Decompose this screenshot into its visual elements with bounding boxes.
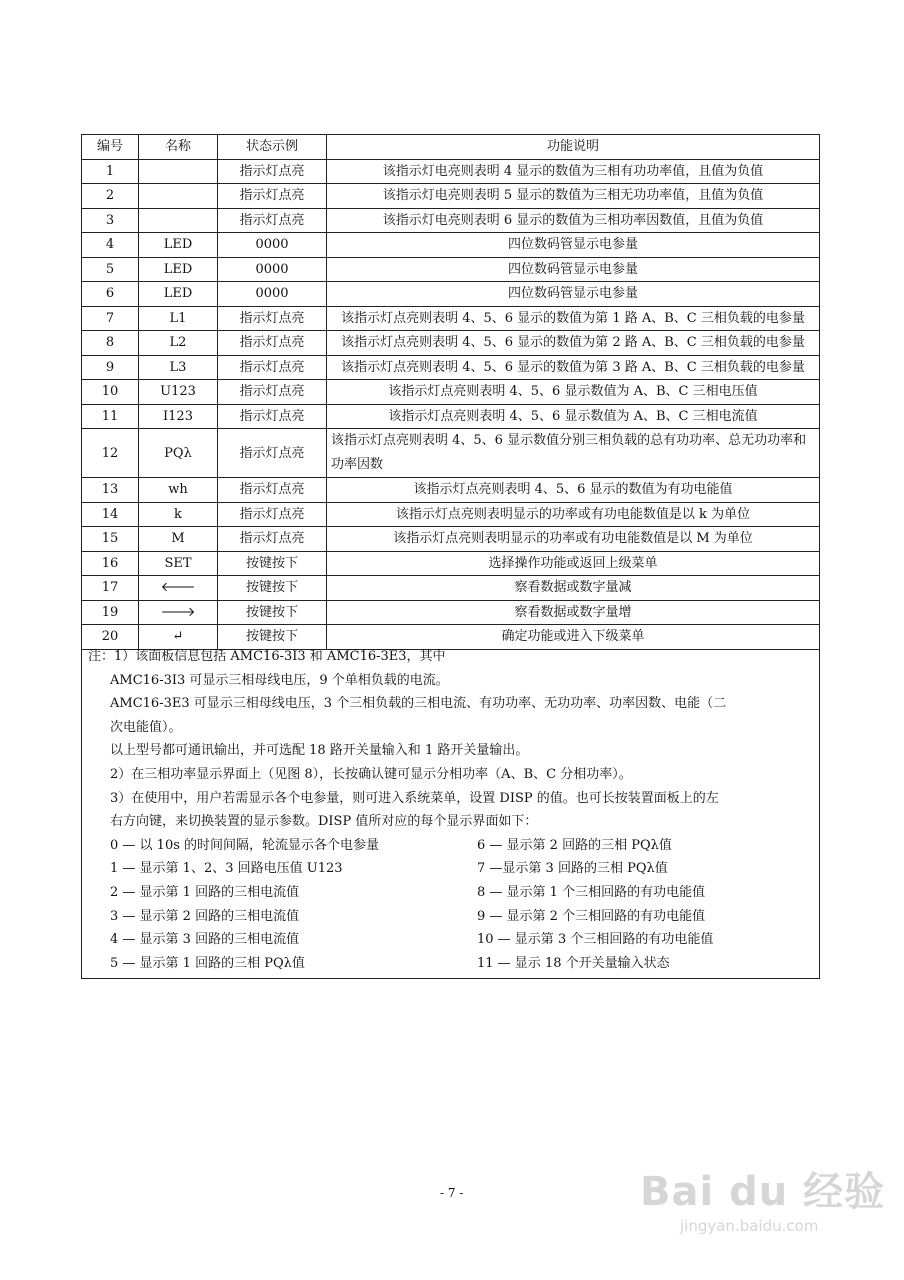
row-name: PQλ [139, 429, 218, 478]
row-number: 12 [82, 429, 139, 478]
disp-item: 4 — 显示第 3 回路的三相电流值 [110, 932, 300, 948]
row-number: 1 [82, 159, 139, 184]
disp-item: 1 — 显示第 1、2、3 回路电压值 U123 [110, 861, 343, 877]
table-row [82, 257, 820, 282]
row-number: 6 [82, 282, 139, 307]
row-status: 指示灯点亮 [218, 404, 327, 429]
disp-item: 9 — 显示第 2 个三相回路的有功电能值 [477, 908, 706, 924]
row-status: 按键按下 [218, 551, 327, 576]
note-line: 2）在三相功率显示界面上（见图 8），长按确认键可显示分相功率（A、B、C 分相功率）。 [110, 767, 632, 782]
header-number: 编号 [82, 135, 139, 160]
row-number: 16 [82, 551, 139, 576]
table-row [82, 600, 820, 625]
table-row [82, 380, 820, 405]
table-row [82, 355, 820, 380]
row-name [139, 208, 218, 233]
row-number: 19 [82, 600, 139, 625]
row-status: 按键按下 [218, 576, 327, 601]
table-row [82, 502, 820, 527]
baidu-watermark-logo: Bai du 经验 jingyan.baidu.com [640, 1169, 886, 1235]
disp-item: 8 — 显示第 1 个三相回路的有功电能值 [477, 885, 706, 900]
disp-item: 6 — 显示第 2 回路的三相 PQλ值 [477, 837, 672, 853]
row-name: I123 [139, 404, 218, 429]
row-status: 按键按下 [218, 625, 327, 650]
note-line: 右方向键，来切换装置的显示参数。DISP 值所对应的每个显示界面如下： [110, 814, 538, 830]
row-name: SET [139, 551, 218, 576]
row-number: 5 [82, 257, 139, 282]
row-number: 7 [82, 306, 139, 331]
row-number: 10 [82, 380, 139, 405]
row-description: 四位数码管显示电参量 [327, 233, 820, 258]
row-description: 察看数据或数字量减 [327, 576, 820, 601]
disp-item: 3 — 显示第 2 回路的三相电流值 [110, 908, 300, 924]
note-line: 3）在使用中，用户若需显示各个电参量，则可进入系统菜单，设置 DISP 的值。也可长按装置面板上的左 [110, 790, 719, 806]
row-number: 2 [82, 184, 139, 209]
table-header-row [82, 135, 820, 160]
header-status: 状态示例 [218, 135, 327, 160]
row-name: wh [139, 478, 218, 503]
table-row [82, 429, 820, 478]
row-description: 该指示灯点亮则表明 4、5、6 显示的数值为第 3 路 A、B、C 三相负载的电参量 [327, 355, 820, 380]
row-description: 该指示灯点亮则表明 4、5、6 显示数值为 A、B、C 三相电压值 [327, 380, 820, 405]
note-line: 以上型号都可通讯输出，并可选配 18 路开关量输入和 1 路开关量输出。 [110, 743, 529, 759]
row-number: 11 [82, 404, 139, 429]
disp-item: 5 — 显示第 1 回路的三相 PQλ值 [110, 955, 305, 971]
row-number: 4 [82, 233, 139, 258]
row-name: L1 [139, 306, 218, 331]
table-row [82, 233, 820, 258]
disp-item: 7 —显示第 3 回路的三相 PQλ值 [477, 861, 668, 877]
table-row [82, 625, 820, 650]
row-status: 指示灯点亮 [218, 331, 327, 356]
note-line: 次电能值）。 [110, 719, 182, 735]
note-line: AMC16-3I3 可显示三相母线电压，9 个单相负载的电流。 [110, 672, 449, 688]
row-number: 14 [82, 502, 139, 527]
row-description: 该指示灯电亮则表明 4 显示的数值为三相有功功率值，且值为负值 [327, 159, 820, 184]
row-status: 指示灯点亮 [218, 208, 327, 233]
disp-item: 11 — 显示 18 个开关量输入状态 [477, 955, 670, 971]
row-description: 该指示灯点亮则表明 4、5、6 显示数值为 A、B、C 三相电流值 [327, 404, 820, 429]
row-name: LED [139, 233, 218, 258]
table-row [82, 404, 820, 429]
row-number: 3 [82, 208, 139, 233]
row-description: 该指示灯点亮则表明 4、5、6 显示的数值为第 1 路 A、B、C 三相负载的电参量 [327, 306, 820, 331]
row-description: 该指示灯点亮则表明显示的功率或有功电能数值是以 k 为单位 [327, 502, 820, 527]
table-row [82, 478, 820, 503]
row-description: 选择操作功能或返回上级菜单 [327, 551, 820, 576]
row-number: 9 [82, 355, 139, 380]
row-description: 该指示灯点亮则表明 4、5、6 显示的数值为有功电能值 [327, 478, 820, 503]
row-number: 15 [82, 527, 139, 552]
table-row [82, 159, 820, 184]
row-name: k [139, 502, 218, 527]
disp-item: 0 — 以 10s 的时间间隔，轮流显示各个电参量 [110, 837, 380, 853]
table-row [82, 184, 820, 209]
disp-item: 2 — 显示第 1 回路的三相电流值 [110, 885, 300, 900]
row-status: 指示灯点亮 [218, 527, 327, 552]
row-number: 20 [82, 625, 139, 650]
row-status: 0000 [218, 233, 327, 258]
row-description: 该指示灯点亮则表明显示的功率或有功电能数值是以 M 为单位 [327, 527, 820, 552]
row-status: 指示灯点亮 [218, 184, 327, 209]
row-status: 指示灯点亮 [218, 502, 327, 527]
table-row [82, 208, 820, 233]
row-name: 🡐 [139, 576, 218, 601]
page-number: - 7 - [440, 1186, 464, 1200]
row-status: 指示灯点亮 [218, 478, 327, 503]
row-name: ↵ [139, 625, 218, 650]
table-row [82, 551, 820, 576]
table-row [82, 576, 820, 601]
row-name [139, 159, 218, 184]
row-description: 该指示灯点亮则表明 4、5、6 显示数值分别三相负载的总有功功率、总无功功率和功率因数 [327, 429, 820, 478]
row-status: 指示灯点亮 [218, 429, 327, 478]
table-row [82, 306, 820, 331]
row-description: 察看数据或数字量增 [327, 600, 820, 625]
row-name: LED [139, 257, 218, 282]
row-number: 13 [82, 478, 139, 503]
row-name [139, 184, 218, 209]
row-status: 指示灯点亮 [218, 380, 327, 405]
header-name: 名称 [139, 135, 218, 160]
disp-item: 10 — 显示第 3 个三相回路的有功电能值 [477, 932, 714, 948]
note-line: 注：1）该面板信息包括 AMC16-3I3 和 AMC16-3E3，其中 [88, 649, 446, 664]
row-description: 该指示灯点亮则表明 4、5、6 显示的数值为第 2 路 A、B、C 三相负载的电参量 [327, 331, 820, 356]
row-description: 四位数码管显示电参量 [327, 257, 820, 282]
function-table [81, 134, 820, 650]
row-name: U123 [139, 380, 218, 405]
table-row [82, 527, 820, 552]
row-name: M [139, 527, 218, 552]
row-description: 确定功能或进入下级菜单 [327, 625, 820, 650]
row-description: 四位数码管显示电参量 [327, 282, 820, 307]
row-number: 8 [82, 331, 139, 356]
table-row [82, 331, 820, 356]
row-number: 17 [82, 576, 139, 601]
row-description: 该指示灯电亮则表明 5 显示的数值为三相无功功率值，且值为负值 [327, 184, 820, 209]
row-name: 🡒 [139, 600, 218, 625]
row-status: 指示灯点亮 [218, 159, 327, 184]
row-name: L2 [139, 331, 218, 356]
row-status: 指示灯点亮 [218, 306, 327, 331]
row-status: 0000 [218, 282, 327, 307]
table-row [82, 282, 820, 307]
row-status: 0000 [218, 257, 327, 282]
note-line: AMC16-3E3 可显示三相母线电压，3 个三相负载的三相电流、有功功率、无功功率、功率因数、电能（二 [110, 696, 727, 712]
row-description: 该指示灯电亮则表明 6 显示的数值为三相功率因数值，且值为负值 [327, 208, 820, 233]
row-status: 按键按下 [218, 600, 327, 625]
row-name: LED [139, 282, 218, 307]
header-description: 功能说明 [327, 135, 820, 160]
row-status: 指示灯点亮 [218, 355, 327, 380]
notes-section [81, 647, 820, 979]
row-name: L3 [139, 355, 218, 380]
